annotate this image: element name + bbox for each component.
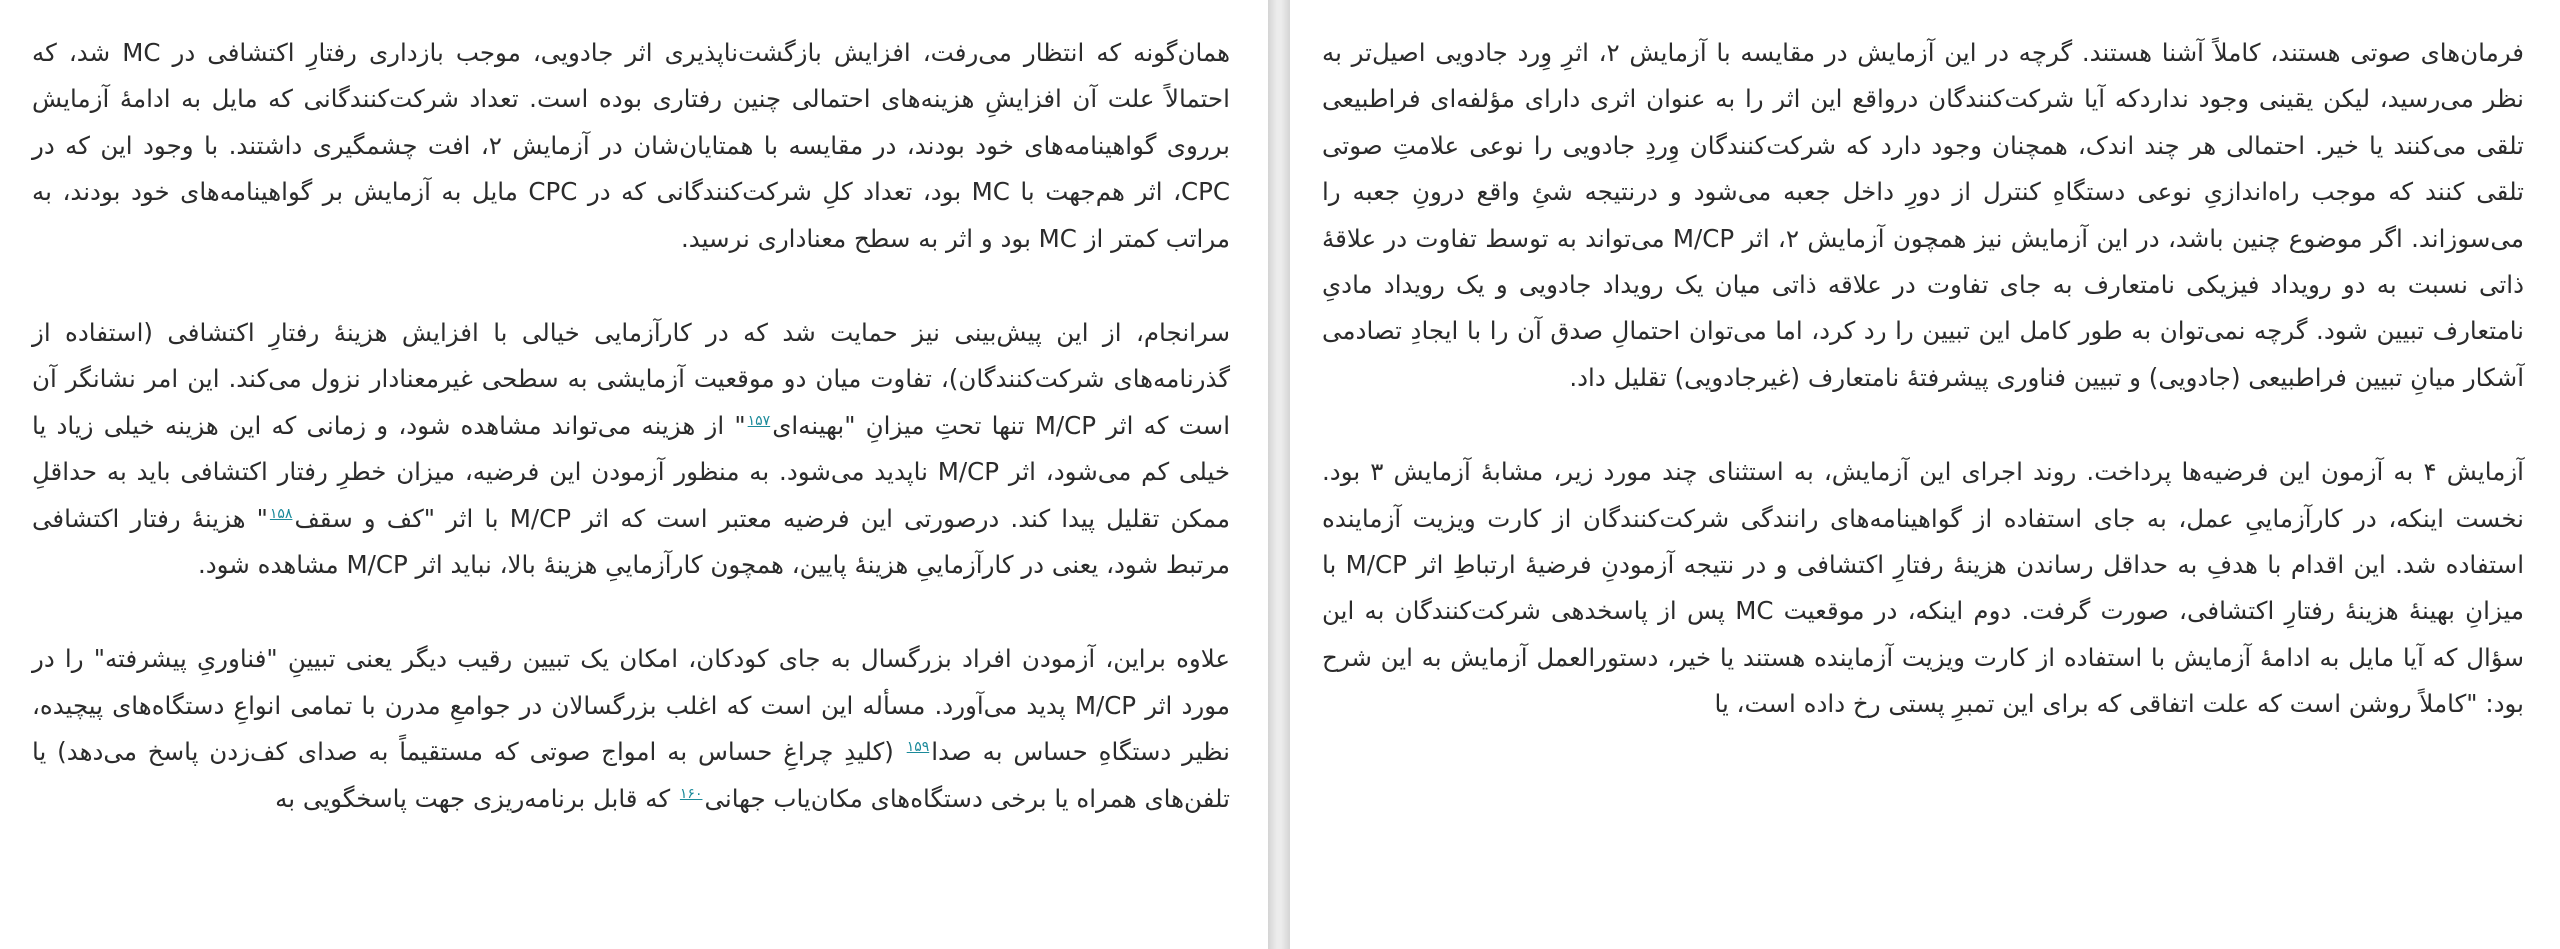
paragraph	[1322, 30, 2524, 401]
paragraph	[1322, 449, 2524, 727]
footnote-ref[interactable]: ۱۵۷	[747, 412, 771, 429]
paragraph-text: " هزینهٔ رفتار اکتشافی مرتبط شود، یعنی در کارآزماییِ هزینهٔ پایین، همچون کارآزماییِ هزینهٔ بالا، نباید اثر M/CP مشاهده شود.	[32, 503, 1230, 580]
paragraph	[32, 30, 1230, 262]
paragraph-text: که قابل برنامه‌ریزی جهت پاسخگویی به	[275, 783, 678, 813]
paragraph-text: علاوه براین، آزمودن افراد بزرگسال به جای کودکان، امکان یک تبیین رقیب دیگر یعنی تبیینِ "فناوریِ پیشرفته" را در مورد اثر M/CP پدید می‌آورد. مسأله این است که اغلب بزرگسالان در جوامعِ مدرن با تمامی انواعِ دستگاه‌های پیچیده، نظیر دستگاهِ حساس به صدا	[32, 644, 1230, 767]
paragraph-text: سرانجام، از این پیش‌بینی نیز حمایت شد که در کارآزمایی خیالی با افزایش هزینهٔ رفتارِ اکتشافی (استفاده از گذرنامه‌های شرکت‌کنندگان)، تفاوت میان دو موقعیت آزمایشی به سطحی غیرمعنادار نزول می‌کند. این امر نشانگر آن است که اثر M/CP تنها تحتِ میزانِ "بهینه‌ای	[32, 318, 1231, 440]
footnote-ref[interactable]: ۱۶۰	[679, 785, 703, 802]
paragraph-text: (کلیدِ چراغِ حساس به امواج صوتی که مستقیماً به صدای کف‌زدن پاسخ می‌دهد) یا تلفن‌های همراه یا برخی دستگاه‌های مکان‌یاب جهانی	[32, 737, 1230, 813]
paragraph-text: فرمان‌های صوتی هستند، کاملاً آشنا هستند. گرچه در این آزمایش در مقایسه با آزمایش ۲، اثرِ وِرد جادویی اصیل‌تر به نظر می‌رسید، لیکن یقینی وجود ندارد‌که آیا شرکت‌کنندگان درواقع این اثر را به عنوان اثری دارای مؤلفه‌ای فراطبیعی تلقی می‌کنند یا خیر. احتمالی هر چند اندک، همچنان وجود دارد که شرکت‌کنندگان وِردِ جادویی را نوعی علامتِ صوتی تلقی کنند که موجب راه‌اندازیِ نوعی دستگاهِ کنترل از دورِ داخل جعبه می‌شود و درنتیجه شئِ واقع درونِ جعبه را می‌سوزاند. اگر موضوع چنین باشد، در این آزمایش نیز همچون آزمایش ۲، اثر M/CP می‌تواند به توسط تفاوت در علاقهٔ ذاتی نسبت به دو رویداد فیزیکی نامتعارف به جای تفاوت در علاقه ذاتی میان یک رویداد جادویی و یک رویداد مادیِ نامتعارف تبیین شود. گرچه نمی‌توان به طور کامل این تبیین را رد کرد، اما می‌توان احتمالِ صدق آن را با ایجادِ تصادمی آشکار میانِ تبیین فراطبیعی (جادویی) و تبیین فناوری پیشرفتهٔ نامتعارف (غیرجادویی) تقلیل داد.	[1322, 38, 2524, 392]
paragraph-text: " از هزینه می‌تواند مشاهده شود، و زمانی که این هزینه خیلی زیاد یا خیلی کم می‌شود، اثر M/CP ناپدید می‌شود. به منظور آزمودن این فرضیه، میزان خطرِ رفتار اکتشافی باید به حداقلِ ممکن تقلیل پیدا کند. درصورتی این فرضیه معتبر است که اثر M/CP با اثر "کف و سقف	[32, 410, 1231, 533]
paragraph	[32, 310, 1230, 588]
page-gutter	[1268, 0, 1290, 949]
right-page	[1290, 0, 2560, 949]
paragraph-text: آزمایش ۴ به آزمون این فرضیه‌ها پرداخت. روند اجرای این آزمایش، به استثنای چند مورد زیر، مشابهٔ آزمایش ۳ بود. نخست اینکه، در کارآزماییِ عمل، به جای استفاده از گواهینامه‌های رانندگی شرکت‌کنندگان از کارت ویزیت آزماینده استفاده شد. این اقدام با هدفِ به حداقل رساندن هزینهٔ رفتارِ اکتشافی و در نتیجه آزمودنِ فرضیهٔ ارتباطِ اثر M/CP با میزانِ بهینهٔ هزینهٔ رفتارِ اکتشافی، صورت گرفت. دوم اینکه، در موقعیت MC پس از پاسخدهی شرکت‌کنندگان به این سؤال که آیا مایل به ادامهٔ آزمایش با استفاده از کارت ویزیت آزماینده هستند یا خیر، دستورالعمل آزمایش به این شرح بود: "کاملاً روشن است که علت اتفاقی که برای این تمبرِ پستی رخ داده است، یا	[1322, 457, 2525, 719]
paragraph-text: همان‌گونه که انتظار می‌رفت، افزایش بازگشت‌ناپذیری اثر جادویی، موجب بازداری رفتارِ اکتشافی در MC شد، که احتمالاً علت آن افزایشِ هزینه‌های احتمالی چنین رفتاری بوده است. تعداد شرکت‌کنندگانی که مایل به ادامهٔ آزمایش برروی گواهینامه‌های خود بودند، در مقایسه با همتایان‌شان در آزمایش ۲، افت چشمگیری داشتند. با وجود این که در CPC، اثر هم‌جهت با MC بود، تعداد کلِ شرکت‌کنندگانی که در CPC مایل به آزمایش بر گواهینامه‌های خود بودند، به مراتب کمتر از MC بود و اثر به سطح معناداری نرسید.	[32, 38, 1230, 253]
paragraph	[32, 636, 1230, 822]
footnote-ref[interactable]: ۱۵۹	[906, 739, 930, 756]
left-page	[0, 0, 1268, 949]
footnote-ref[interactable]: ۱۵۸	[269, 505, 293, 522]
